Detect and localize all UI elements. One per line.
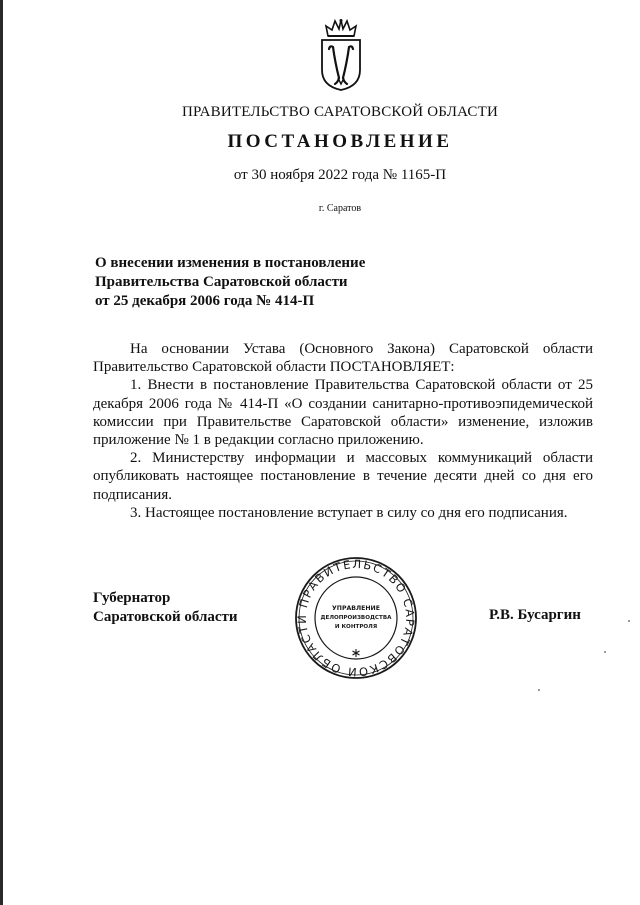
document-body <box>93 340 593 522</box>
preamble-paragraph: На основании Устава (Основного Закона) Саратовской области Правительство Саратовской области ПОСТАНОВЛЯЕТ: <box>93 341 593 376</box>
seal-inner-line: УПРАВЛЕНИЕ <box>332 605 380 612</box>
signatory-position <box>93 589 238 627</box>
document-title <box>95 254 515 311</box>
organization-name: ПРАВИТЕЛЬСТВО САРАТОВСКОЙ ОБЛАСТИ <box>181 104 499 120</box>
title-line: Правительства Саратовской области <box>95 274 348 290</box>
seal-inner-line: ДЕЛОПРОИЗВОДСТВА <box>320 615 392 621</box>
document-date-number: от 30 ноября 2022 года № 1165-П <box>233 167 447 183</box>
asterisk-icon <box>353 649 360 657</box>
title-line: от 25 декабря 2006 года № 414-П <box>95 293 315 309</box>
item-paragraph-3: 3. Настоящее постановление вступает в силу со дня его подписания. <box>130 504 568 521</box>
seal-outer-text: ПРАВИТЕЛЬСТВО САРАТОВСКОЙ ОБЛАСТИ <box>294 556 418 680</box>
position-line: Губернатор <box>93 590 171 606</box>
title-line: О внесении изменения в постановление <box>95 255 366 271</box>
scan-speck <box>604 651 606 653</box>
official-seal <box>294 556 418 680</box>
document-city: г. Саратов <box>318 203 362 214</box>
seal-inner-line: И КОНТРОЛЯ <box>334 624 378 630</box>
scan-speck <box>628 620 630 622</box>
coat-of-arms-icon <box>318 18 364 92</box>
signatory-name: Р.В. Бусаргин <box>489 607 581 623</box>
item-paragraph-1: 1. Внести в постановление Правительства Саратовской области от 25 декабря 2006 года № 414-П «О создании санитарно-противоэпидемической комиссии при Правительстве Саратовской области» изменение, изложив приложение № 1 в редакции согласно приложению. <box>93 377 593 449</box>
item-paragraph-2: 2. Министерству информации и массовых коммуникаций области опубликовать настоящее постановление в течение десяти дней со дня его подписания. <box>93 450 593 503</box>
position-line: Саратовской области <box>93 609 238 625</box>
document-type: ПОСТАНОВЛЕНИЕ <box>227 131 453 152</box>
scan-speck <box>538 689 540 691</box>
